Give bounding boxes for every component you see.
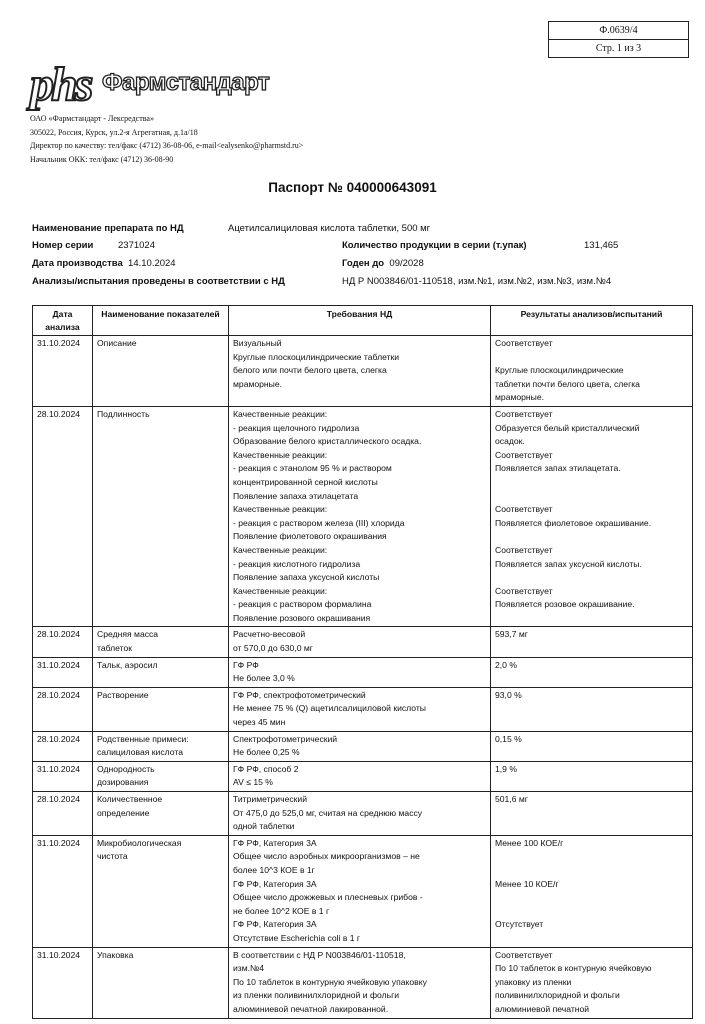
cell-line: Средняя масса — [97, 629, 159, 640]
cell-date: 28.10.2024 — [33, 406, 93, 627]
cell-line: ГФ РФ, Категория 3А — [233, 837, 317, 848]
cell-line: ГФ РФ — [233, 659, 259, 670]
cell-line — [495, 476, 688, 490]
cell-line: Менее 10 КОЕ/г — [495, 878, 559, 889]
drug-label: Наименование препарата по НД — [32, 223, 184, 234]
table-row — [33, 687, 693, 731]
cell-line: 1,9 % — [495, 763, 517, 774]
cell-line: 501,6 мг — [495, 794, 528, 804]
cell-line: ГФ РФ, Категория 3А — [233, 919, 317, 930]
expiry-label: Годен до — [342, 258, 385, 269]
cell-requirements — [229, 687, 491, 731]
cell-line: Не менее 75 % (Q) ацетилсалициловой кислоты — [233, 703, 426, 714]
cell-line: - реакция с раствором железа (III) хлорида — [233, 517, 405, 528]
cell-line: Качественные реакции: — [233, 544, 328, 555]
cell-line: более 10^3 КОЕ в 1г — [233, 864, 315, 875]
cell-line: Появляется фиолетовое окрашивание. — [495, 517, 652, 528]
header-name: Наименование показателей — [93, 306, 229, 336]
cell-line: 0,15 % — [495, 733, 522, 744]
cell-line: Расчетно-весовой — [233, 629, 306, 640]
cell-line: AV ≤ 15 % — [233, 777, 273, 788]
cell-line: определение — [97, 807, 150, 818]
cell-line: Однородность — [97, 763, 155, 774]
logo-name: Фармстандарт — [102, 69, 270, 96]
cell-requirements — [229, 792, 491, 836]
results-table — [32, 305, 693, 1019]
cell-line: Появляется запах уксусной кислоты. — [495, 558, 642, 569]
cell-line: - реакция щелочного гидролиза — [233, 422, 360, 433]
cell-line: В соответствии с НД Р N003846/01-110518, — [233, 949, 406, 960]
cell-line: Соответствует — [495, 504, 553, 515]
company-name: ОАО «Фармстандарт - Лексредства» — [30, 114, 154, 123]
cell-indicator — [93, 731, 229, 761]
cell-indicator — [93, 657, 229, 687]
cell-line: Растворение — [97, 689, 149, 700]
cell-line: мраморные. — [495, 392, 545, 403]
logo-mono: phs — [30, 58, 91, 111]
cell-line: осадок. — [495, 436, 525, 447]
cell-line — [495, 850, 688, 864]
cell-indicator — [93, 947, 229, 1018]
cell-indicator — [93, 792, 229, 836]
table-row — [33, 761, 693, 791]
cell-line: Соответствует — [495, 544, 553, 555]
table-body — [33, 336, 693, 1019]
series-value: 2371024 — [118, 240, 155, 251]
cell-line: Не более 0,25 % — [233, 747, 300, 758]
table-row — [33, 835, 693, 947]
cell-line: Соответствует — [495, 585, 553, 596]
cell-line: Общее число дрожжевых и плесневых грибов - — [233, 892, 423, 903]
analysis-label: Анализы/испытания проведены в соответствии с НД — [32, 276, 285, 287]
cell-line: Подлинность — [97, 408, 150, 419]
quantity-label: Количество продукции в серии (т.упак) — [342, 240, 527, 251]
company-info — [30, 112, 303, 166]
cell-line: По 10 таблеток в контурную ячейковую — [495, 963, 652, 974]
cell-line — [495, 571, 688, 585]
cell-date: 31.10.2024 — [33, 336, 93, 407]
quality-director-contact: Директор по качеству: тел/факс (4712) 36-08-06, e-mail<ealysenko@pharmstd.ru> — [30, 141, 304, 150]
cell-line: таблетки почти белого цвета, слегка — [495, 378, 640, 389]
cell-requirements — [229, 406, 491, 627]
cell-indicator — [93, 761, 229, 791]
cell-line: белого или почти белого цвета, слегка — [233, 365, 387, 376]
cell-indicator — [93, 687, 229, 731]
quantity-value: 131,465 — [584, 240, 619, 251]
cell-line — [495, 530, 688, 544]
cell-line: из пленки поливинилхлоридной и фольги — [233, 990, 400, 1001]
cell-indicator — [93, 336, 229, 407]
cell-line: алюминиевой печатной — [495, 1003, 590, 1014]
prod-date-value: 14.10.2024 — [128, 258, 176, 269]
cell-line: Качественные реакции: — [233, 585, 328, 596]
cell-results — [491, 406, 693, 627]
cell-requirements — [229, 627, 491, 657]
cell-requirements — [229, 835, 491, 947]
cell-line: Титриметрический — [233, 794, 308, 804]
cell-line: Образуется белый кристаллический — [495, 422, 640, 433]
company-address: 305022, Россия, Курск, ул.2-я Агрегатная, д.1а/18 — [30, 127, 198, 137]
cell-line — [495, 490, 688, 504]
table-row — [33, 731, 693, 761]
analysis-value: НД Р N003846/01-110518, изм.№1, изм.№2, изм.№3, изм.№4 — [342, 276, 612, 287]
cell-line: По 10 таблеток в контурную ячейковую упаковку — [233, 976, 427, 987]
cell-line: Качественные реакции: — [233, 504, 328, 515]
cell-line: Описание — [97, 338, 137, 348]
cell-line — [495, 905, 688, 919]
cell-line: Круглые плоскоцилиндрические — [495, 365, 624, 376]
cell-date: 28.10.2024 — [33, 792, 93, 836]
header-requirements: Требования НД — [229, 306, 491, 336]
table-row — [33, 792, 693, 836]
cell-line: - реакция с этанолом 95 % и раствором — [233, 463, 392, 474]
form-code: Ф.0639/4 — [599, 25, 638, 36]
table-header-row — [33, 306, 693, 336]
cell-date: 28.10.2024 — [33, 627, 93, 657]
cell-indicator — [93, 835, 229, 947]
prod-date-label: Дата производства — [32, 258, 123, 269]
cell-results — [491, 835, 693, 947]
cell-results — [491, 657, 693, 687]
cell-line: Появляется запах этилацетата. — [495, 463, 621, 474]
cell-requirements — [229, 731, 491, 761]
form-code-box — [548, 21, 689, 58]
series-label: Номер серии — [32, 240, 94, 251]
cell-line: Родственные примеси: — [97, 733, 189, 744]
cell-line: одной таблетки — [233, 821, 295, 832]
cell-line: ГФ РФ, спектрофотометрический — [233, 689, 366, 700]
cell-results — [491, 947, 693, 1018]
cell-results — [491, 687, 693, 731]
cell-results — [491, 336, 693, 407]
page-title: Паспорт № 040000643091 — [268, 180, 437, 195]
cell-line: 2,0 % — [495, 659, 517, 670]
cell-indicator — [93, 627, 229, 657]
cell-line: от 570,0 до 630,0 мг — [233, 643, 313, 654]
cell-line: Круглые плоскоцилиндрические таблетки — [233, 351, 400, 362]
cell-line: Спектрофотометрический — [233, 733, 338, 744]
cell-line — [495, 864, 688, 878]
cell-date: 28.10.2024 — [33, 687, 93, 731]
cell-line: 93,0 % — [495, 689, 522, 700]
cell-line: Отсутствие Escherichia coli в 1 г — [233, 932, 361, 943]
cell-line: - реакция с раствором формалина — [233, 599, 372, 610]
cell-results — [491, 792, 693, 836]
cell-line: ГФ РФ, способ 2 — [233, 763, 299, 774]
cell-line: Появляется розовое окрашивание. — [495, 599, 635, 610]
cell-line: изм.№4 — [233, 963, 265, 974]
cell-line: Соответствует — [495, 949, 553, 960]
cell-line: дозирования — [97, 777, 149, 788]
table-row — [33, 947, 693, 1018]
cell-line: Отсутствует — [495, 919, 544, 930]
cell-line: Количественное — [97, 794, 163, 804]
cell-results — [491, 761, 693, 791]
cell-line: Качественные реакции: — [233, 408, 328, 419]
cell-line: Соответствует — [495, 449, 553, 460]
cell-line: Появление розового окрашивания — [233, 612, 371, 623]
cell-requirements — [229, 761, 491, 791]
cell-line: Тальк, аэросил — [97, 659, 158, 670]
page-indicator: Стр. 1 из 3 — [549, 39, 688, 57]
cell-line: концентрированной серной кислоты — [233, 476, 378, 487]
cell-date: 31.10.2024 — [33, 657, 93, 687]
table-row — [33, 336, 693, 407]
cell-line: - реакция кислотного гидролиза — [233, 558, 361, 569]
cell-line: чистота — [97, 851, 128, 862]
okk-head-contact: Начальник ОКК: тел/факс (4712) 36-08-90 — [30, 154, 174, 164]
expiry — [342, 258, 424, 269]
cell-requirements — [229, 657, 491, 687]
cell-line: Образование белого кристаллического осадка. — [233, 436, 422, 447]
cell-line: 593,7 мг — [495, 629, 528, 640]
header-results: Результаты анализов/испытаний — [491, 306, 693, 336]
cell-line: Появление запаха уксусной кислоты — [233, 572, 380, 583]
cell-date: 28.10.2024 — [33, 731, 93, 761]
expiry-value: 09/2028 — [389, 258, 424, 269]
cell-date: 31.10.2024 — [33, 835, 93, 947]
cell-line: Соответствует — [495, 338, 553, 348]
cell-line: Общее число аэробных микроорганизмов – не — [233, 851, 420, 862]
cell-date: 31.10.2024 — [33, 761, 93, 791]
cell-line: Появление запаха этилацетата — [233, 490, 359, 501]
cell-line: алюминиевой печатной лакированной. — [233, 1003, 389, 1014]
cell-requirements — [229, 947, 491, 1018]
cell-line: мраморные. — [233, 378, 283, 389]
cell-line: От 475,0 до 525,0 мг, считая на среднюю массу — [233, 807, 423, 818]
cell-line: не более 10^2 КОЕ в 1 г — [233, 905, 330, 916]
cell-line: Менее 100 КОЕ/г — [495, 837, 564, 848]
cell-requirements — [229, 336, 491, 407]
cell-line: Не более 3,0 % — [233, 673, 295, 684]
cell-line: Качественные реакции: — [233, 449, 328, 460]
cell-line: упаковку из пленки — [495, 976, 572, 987]
cell-date: 31.10.2024 — [33, 947, 93, 1018]
table-row — [33, 406, 693, 627]
cell-line: Микробиологическая — [97, 837, 182, 848]
cell-line: Визуальный — [233, 338, 282, 348]
drug-value: Ацетилсалициловая кислота таблетки, 500 мг — [228, 223, 431, 234]
cell-line: таблеток — [97, 643, 133, 654]
prod-date — [32, 258, 176, 269]
cell-line: поливинилхлоридной и фольги — [495, 990, 620, 1001]
table-row — [33, 657, 693, 687]
cell-line: через 45 мин — [233, 717, 286, 728]
cell-line — [495, 891, 688, 905]
cell-indicator — [93, 406, 229, 627]
header-date: Дата анализа — [33, 306, 93, 336]
table-row — [33, 627, 693, 657]
cell-line: ГФ РФ, Категория 3А — [233, 878, 317, 889]
cell-results — [491, 627, 693, 657]
cell-line: Появление фиолетового окрашивания — [233, 531, 387, 542]
cell-results — [491, 731, 693, 761]
cell-line: Упаковка — [97, 949, 134, 960]
cell-line: Соответствует — [495, 408, 553, 419]
cell-line — [495, 351, 688, 365]
cell-line: салициловая кислота — [97, 747, 183, 758]
